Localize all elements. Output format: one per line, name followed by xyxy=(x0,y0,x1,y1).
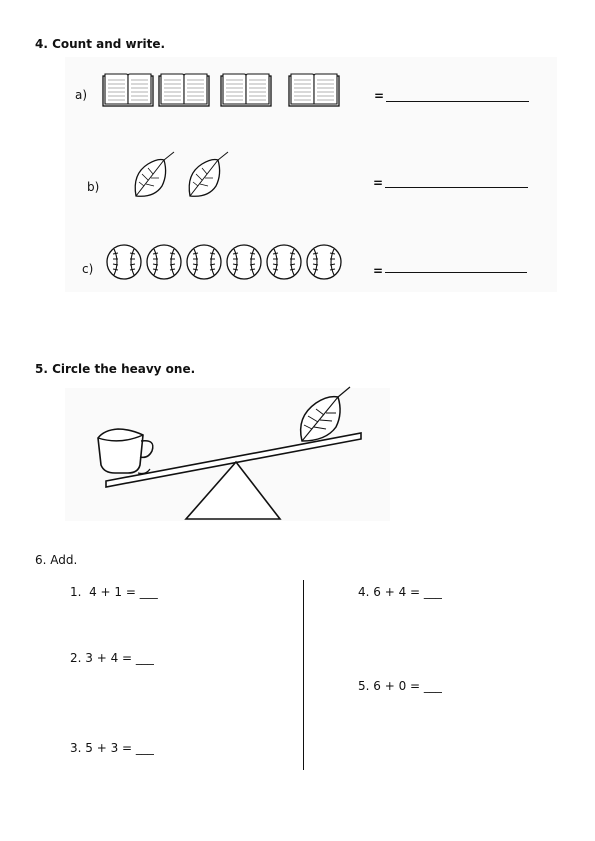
add-problem-3: 3. 5 + 3 = ___ xyxy=(70,741,154,755)
add-problem-5: 5. 6 + 0 = ___ xyxy=(358,679,442,693)
add-problem-4: 4. 6 + 4 = ___ xyxy=(358,585,442,599)
seesaw-icon xyxy=(106,433,361,519)
baseball-icon xyxy=(146,238,184,276)
section-4-title: 4. Count and write. xyxy=(35,37,166,51)
row-c-label: c) xyxy=(82,262,94,276)
baseball-icon xyxy=(226,238,264,276)
row-c-answer-line[interactable] xyxy=(385,272,527,273)
seesaw-illustration xyxy=(90,385,375,525)
book-icon xyxy=(288,64,340,102)
row-a-equals: = xyxy=(374,89,385,103)
book-icon xyxy=(158,64,210,102)
leaf-icon xyxy=(186,150,230,196)
add-problem-1: 1. 4 + 1 = ___ xyxy=(70,585,158,599)
cup-icon[interactable] xyxy=(98,429,153,474)
baseball-icon xyxy=(106,238,144,276)
row-a-label: a) xyxy=(75,88,88,102)
row-b-label: b) xyxy=(87,180,100,194)
baseball-icon xyxy=(266,238,304,276)
book-icon xyxy=(220,64,272,102)
leaf-icon[interactable] xyxy=(301,387,350,441)
baseball-icon xyxy=(306,238,344,276)
book-icon xyxy=(102,64,154,102)
baseball-icon xyxy=(186,238,224,276)
add-problem-2: 2. 3 + 4 = ___ xyxy=(70,651,154,665)
row-b-answer-line[interactable] xyxy=(385,187,528,188)
leaf-icon xyxy=(132,150,176,196)
row-a-answer-line[interactable] xyxy=(386,101,529,102)
column-divider xyxy=(303,580,304,770)
row-c-equals: = xyxy=(373,264,384,278)
section-6-title: 6. Add. xyxy=(35,553,78,567)
section-5-title: 5. Circle the heavy one. xyxy=(35,362,196,376)
row-b-equals: = xyxy=(373,176,384,190)
